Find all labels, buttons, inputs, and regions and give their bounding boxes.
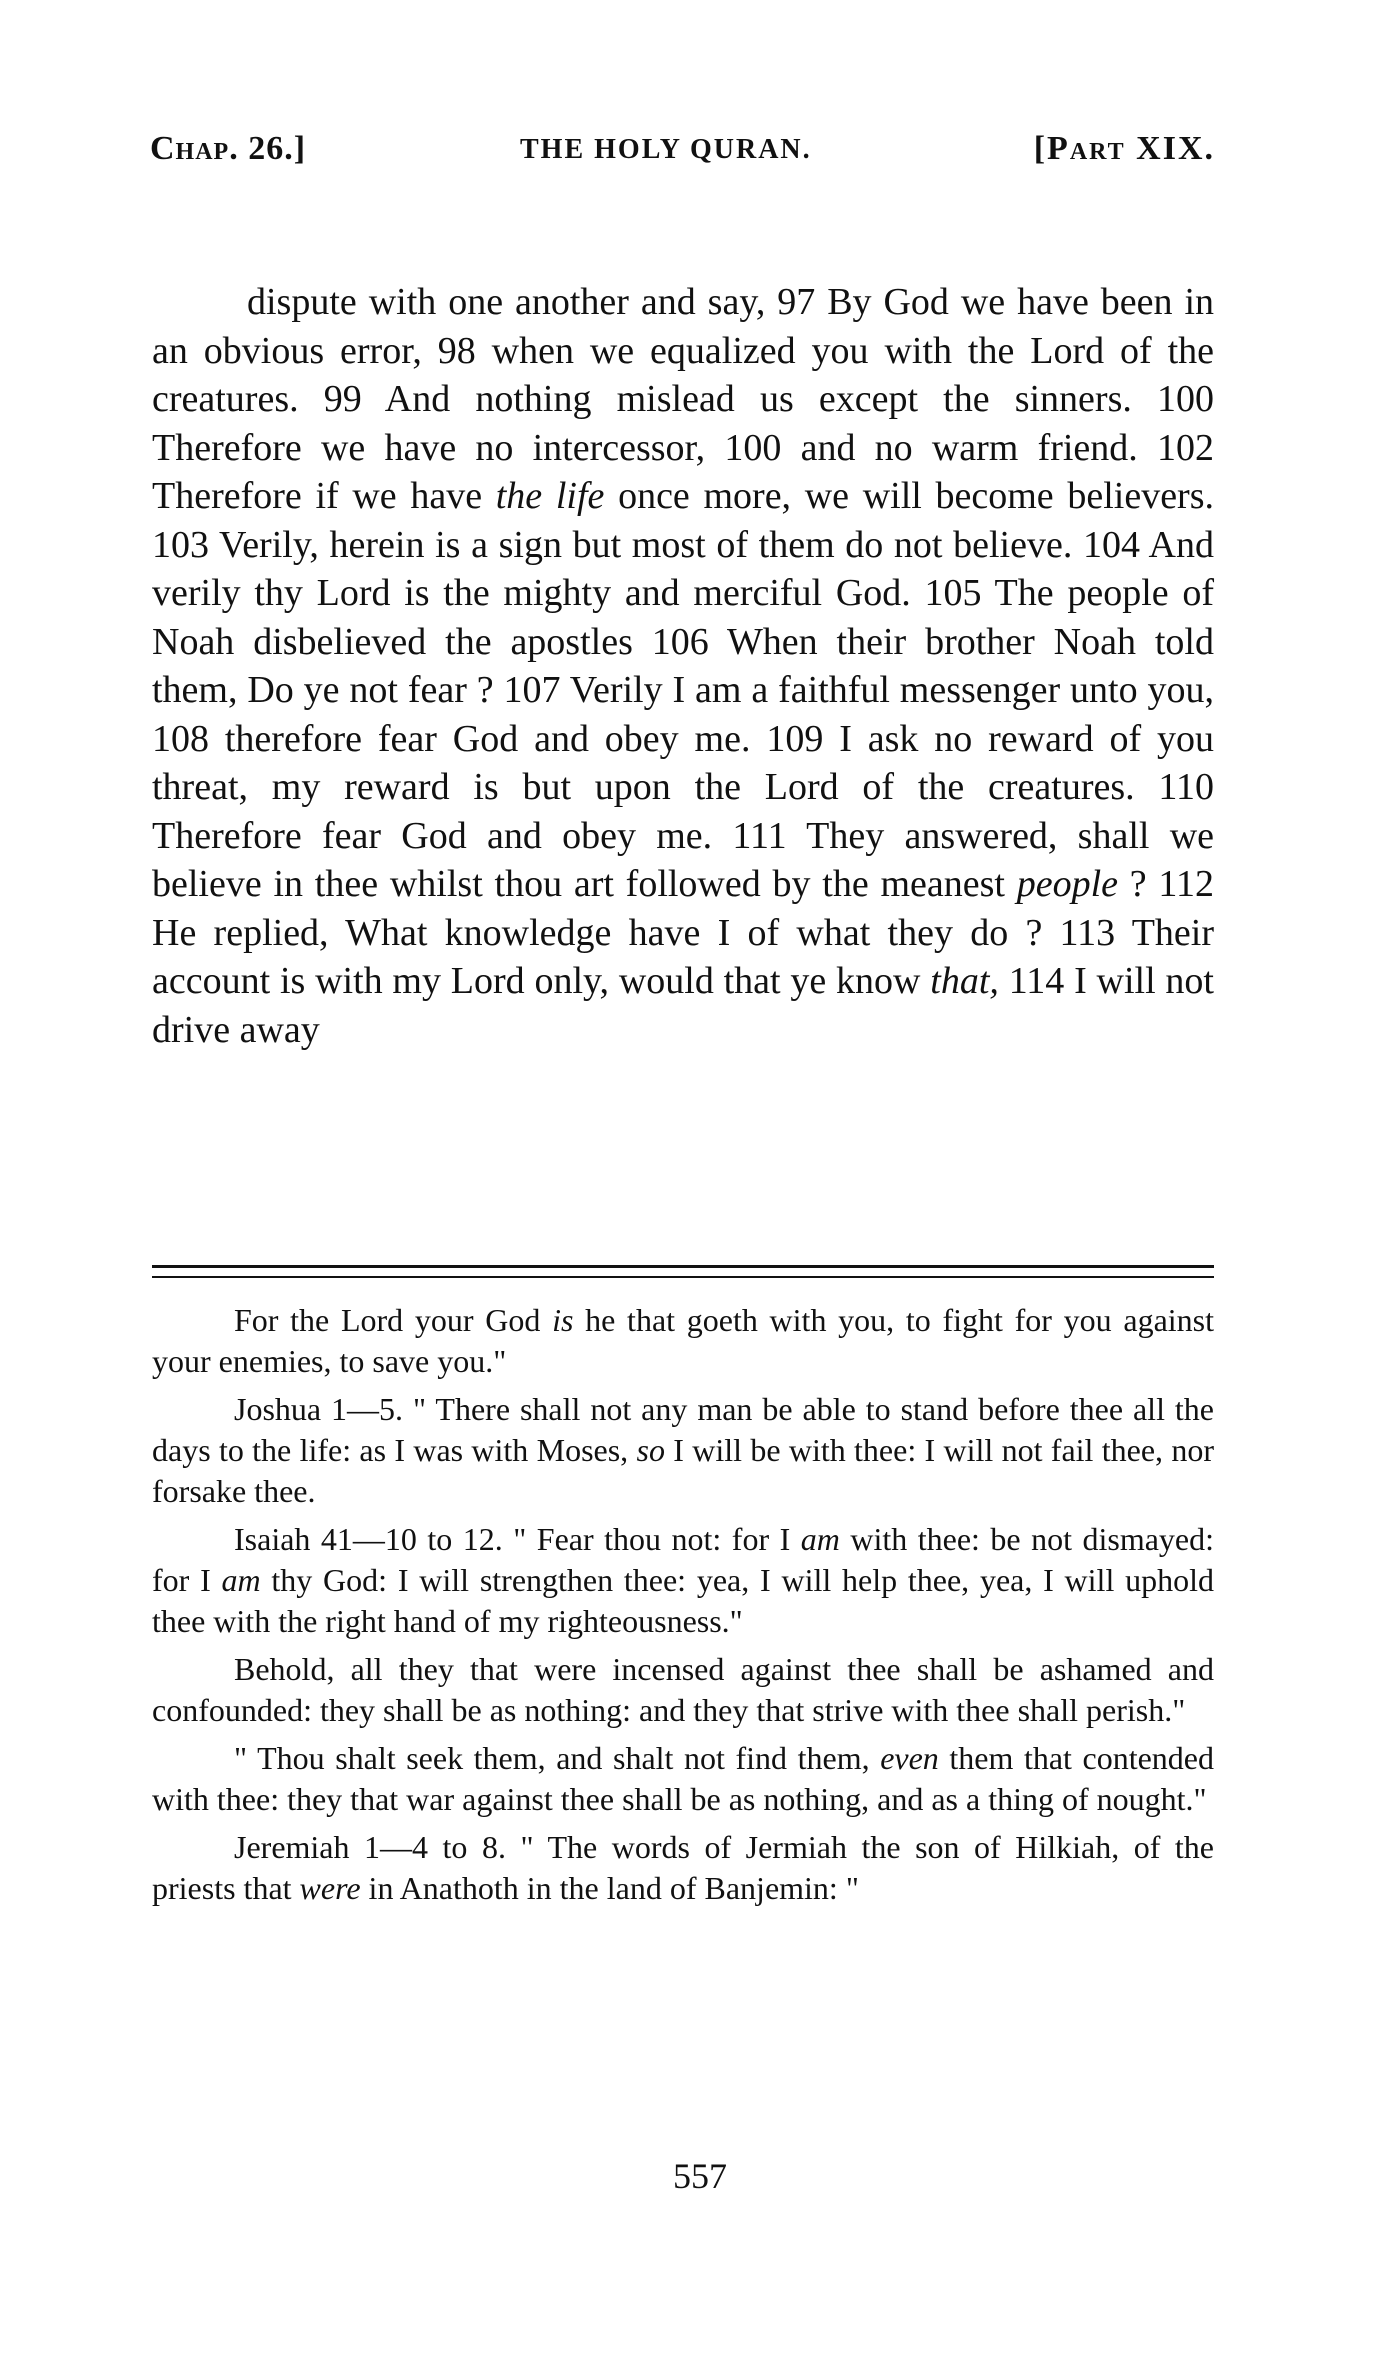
text-run: ? 112 He replied, What knowledge have I of what they do ? 113 Their account is with my Lord only, would that ye know (152, 863, 1214, 1002)
footnote-paragraph (152, 1300, 1214, 1382)
italic-run: so (636, 1432, 665, 1468)
italic-run: even (880, 1740, 939, 1776)
italic-run: were (299, 1870, 361, 1906)
running-header (150, 130, 1215, 180)
text-run: For the Lord your God (234, 1302, 553, 1338)
text-run: thy God: I will strengthen thee: yea, I will help thee, yea, I will uphold thee with the right hand of my righteousness." (152, 1562, 1215, 1639)
footnote-paragraph (152, 1827, 1214, 1909)
main-paragraph (152, 278, 1214, 1054)
italic-run: am (221, 1562, 261, 1598)
italic-run: the life (495, 475, 605, 517)
text-run: with thee: be not dismayed: for I (152, 1521, 1215, 1598)
footnotes (152, 1300, 1214, 1916)
main-text (152, 278, 1214, 1054)
text-run: them that contended with thee: they that war against thee shall be as nothing, and as a thing of nought." (152, 1740, 1215, 1817)
text-run: " Thou shalt seek them, and shalt not find them, (234, 1740, 881, 1776)
book-title: THE HOLY QURAN. (520, 134, 812, 165)
text-run: I will be with thee: I will not fail thee, nor forsake thee. (152, 1432, 1215, 1509)
text-run: Isaiah 41—10 to 12. " Fear thou not: for I (234, 1521, 801, 1557)
text-run: Behold, all they that were incensed against thee shall be ashamed and confounded: they shall be as nothing: and they that strive with thee shall perish." (152, 1651, 1214, 1728)
italic-run: am (800, 1521, 840, 1557)
footnote-paragraph (152, 1389, 1214, 1512)
italic-run: is (552, 1302, 574, 1338)
footnote-divider-thin (152, 1276, 1214, 1278)
text-run: he that goeth with you, to fight for you against your enemies, to save you." (152, 1302, 1214, 1379)
footnote-paragraph (152, 1519, 1214, 1642)
italic-run: people (1016, 863, 1119, 905)
text-run: 114 I will not drive away (152, 960, 1214, 1051)
text-run: in Anathoth in the land of Banjemin: " (360, 1870, 859, 1906)
footnote-paragraph (152, 1738, 1214, 1820)
text-run: dispute with one another and say, 97 By God we have been in an obvious error, 98 when we equalized you with the Lord of the creatures. 99 And nothing mislead us except the sinners. 100 Therefore we have no intercessor, 100 and no warm friend. 102 Therefore if we have (152, 281, 1214, 517)
footnote-divider (152, 1265, 1214, 1268)
page-number: 557 (673, 2156, 727, 2196)
chapter-label: Chap. 26.] (150, 130, 307, 167)
footnote-paragraph (152, 1649, 1214, 1731)
italic-run: that, (930, 960, 999, 1002)
text-run: Jeremiah 1—4 to 8. " The words of Jermiah the son of Hilkiah, of the priests that (152, 1829, 1214, 1906)
text-run: once more, we will become believers. 103 Verily, herein is a sign but most of them do not believe. 104 And verily thy Lord is the mighty and merciful God. 105 The people of Noah disbelieved the apostles 106 When their brother Noah told them, Do ye not fear ? 107 Verily I am a faithful messenger unto you, 108 therefore fear God and obey me. 109 I ask no reward of you threat, my reward is but upon the Lord of the creatures. 110 Therefore fear God and obey me. 111 They answered, shall we believe in thee whilst thou art followed by the meanest (152, 475, 1215, 905)
part-label: [Part XIX. (1033, 130, 1215, 167)
text-run: Joshua 1—5. " There shall not any man be able to stand before thee all the days to the life: as I was with Moses, (152, 1391, 1214, 1468)
